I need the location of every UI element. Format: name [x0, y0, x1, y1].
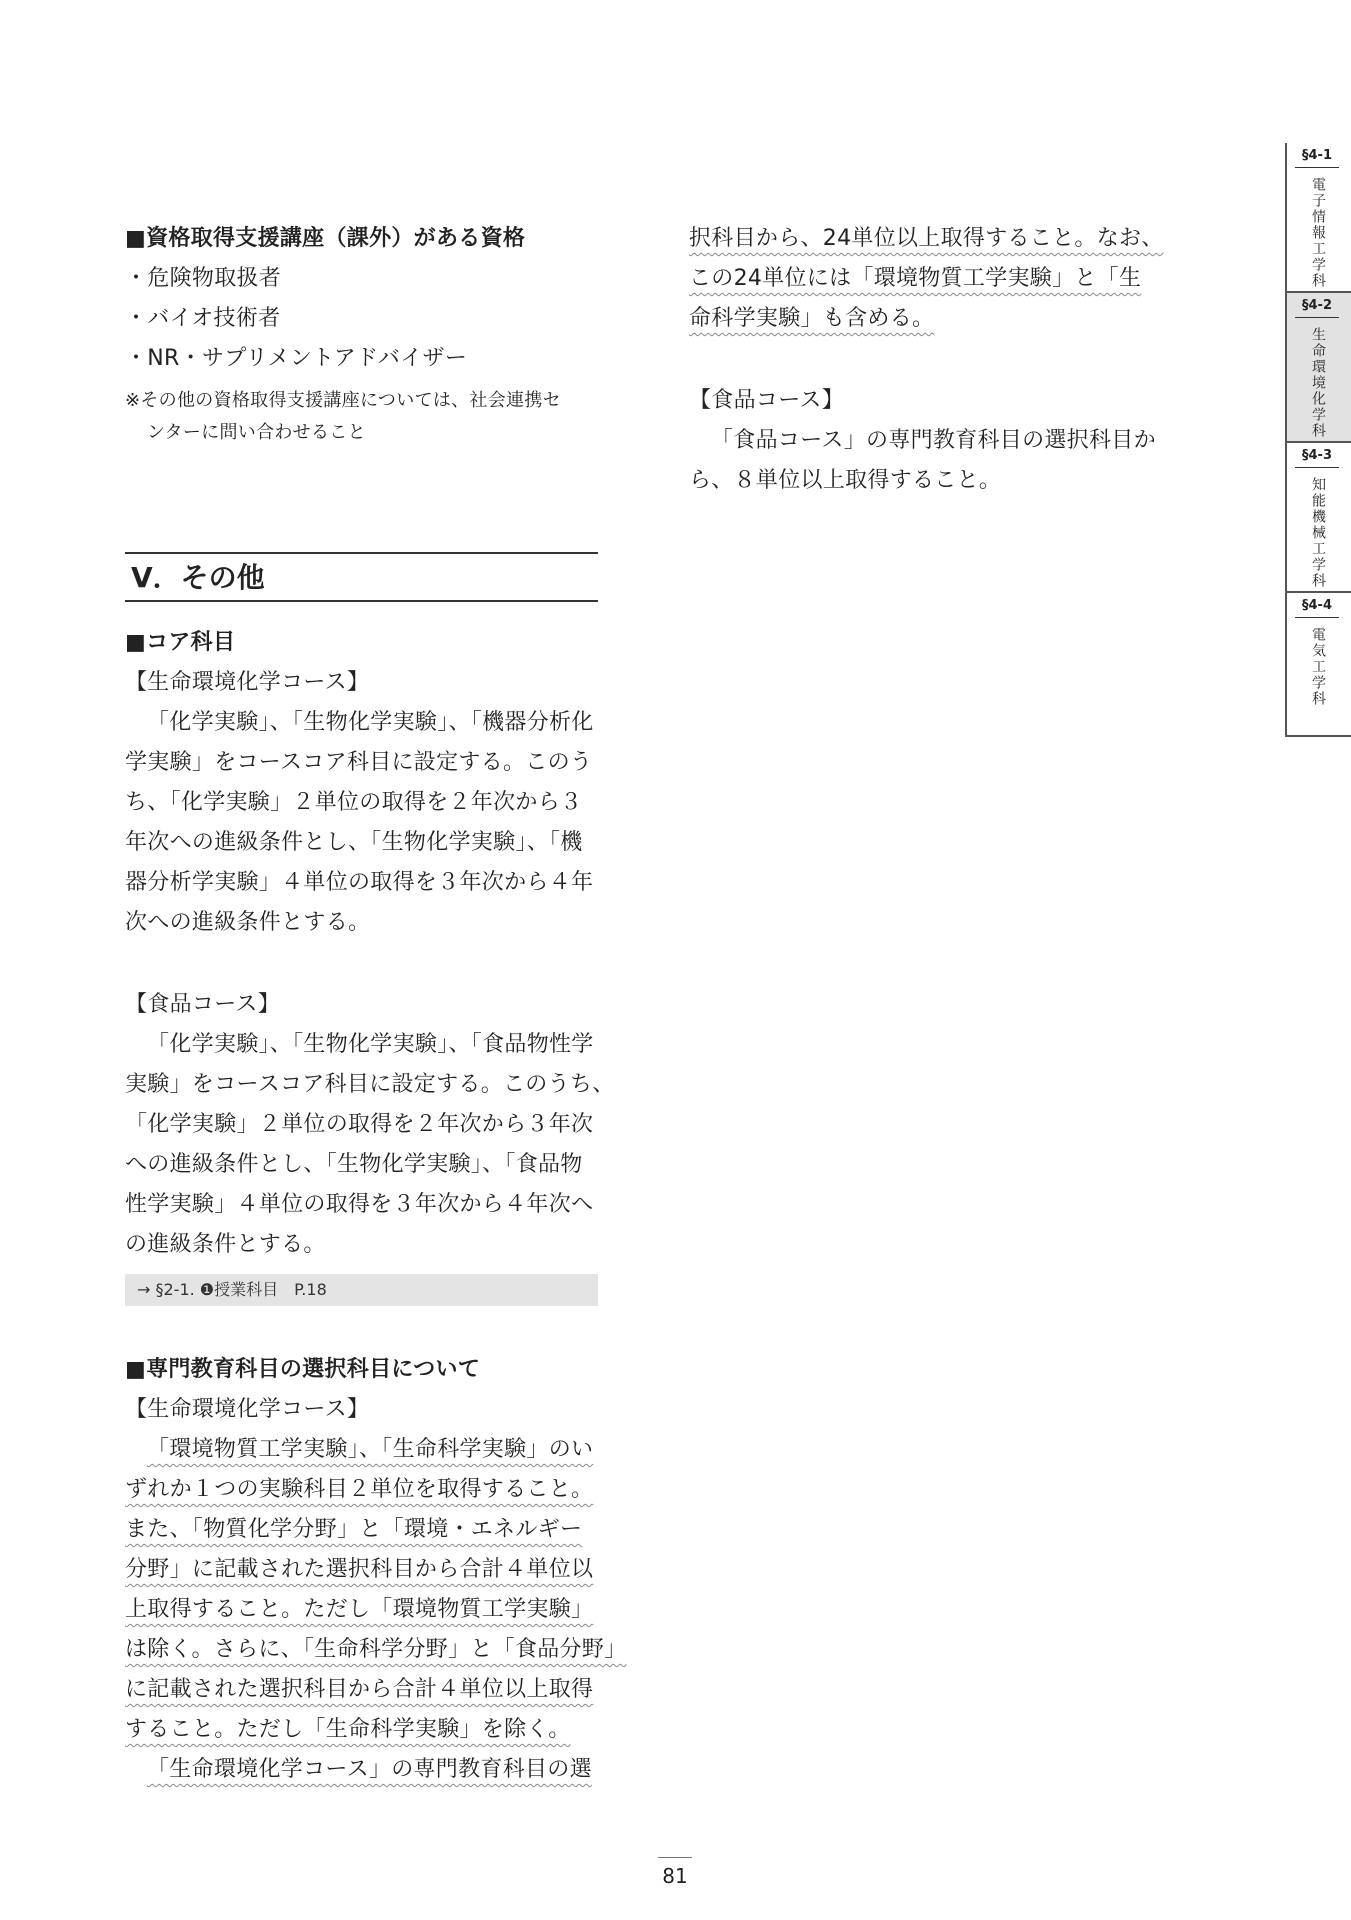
- section-tabs: [1285, 143, 1351, 737]
- paragraph-line: ら、８単位以上取得すること。: [689, 468, 1002, 493]
- paragraph-line: 「環境物質工学実験」、「生命科学実験」のい: [147, 1437, 594, 1462]
- course-label: 【食品コース】: [689, 388, 845, 413]
- paragraph-line: この24単位には「環境物質工学実験」と「生: [689, 266, 1142, 291]
- tab-number: §4-4: [1295, 597, 1339, 618]
- paragraph-line: また、「物質化学分野」と「環境・エネルギー: [125, 1517, 583, 1542]
- tab-number: §4-2: [1295, 297, 1339, 318]
- paragraph-line: 年次への進級条件とし、「生物化学実験」、「機: [125, 830, 583, 855]
- paragraph-line: 性学実験」４単位の取得を３年次から４年次へ: [125, 1192, 594, 1217]
- elective-subjects-heading: ■専門教育科目の選択科目について: [125, 1357, 481, 1382]
- reference-link-text: → §2-1. ❶授業科目 P.18: [137, 1280, 327, 1299]
- tab-4-2[interactable]: [1287, 293, 1351, 443]
- paragraph-line: 択科目から、24単位以上取得すること。なお、: [689, 226, 1164, 251]
- paragraph-line: 「食品コース」の専門教育科目の選択科目か: [711, 428, 1156, 453]
- paragraph-line: 学実験」をコースコア科目に設定する。このう: [125, 750, 593, 775]
- qualification-item: ・バイオ技術者: [125, 306, 281, 331]
- paragraph-line: 「化学実験」、「生物化学実験」、「機器分析化: [147, 710, 594, 735]
- paragraph-line: ち、「化学実験」２単位の取得を２年次から３: [125, 790, 583, 815]
- qualification-heading: ■資格取得支援講座（課外）がある資格: [125, 226, 526, 251]
- tab-name: 知能機械工学科: [1310, 477, 1326, 589]
- paragraph-line: に記載された選択科目から合計４単位以上取得: [125, 1677, 594, 1702]
- paragraph-line: は除く。さらに、「生命科学分野」と「食品分野」: [125, 1637, 627, 1662]
- tab-4-1[interactable]: [1287, 143, 1351, 293]
- page-number: 81: [662, 1864, 688, 1888]
- paragraph-line: すること。ただし「生命科学実験」を除く。: [125, 1717, 571, 1742]
- qualification-note: ※その他の資格取得支援講座については、社会連携セ: [125, 390, 561, 411]
- tab-number: §4-1: [1295, 147, 1339, 168]
- paragraph-line: への進級条件とし、「生物化学実験」、「食品物: [125, 1152, 583, 1177]
- paragraph-line: 「生命環境化学コース」の専門教育科目の選: [147, 1757, 592, 1782]
- qualification-note: ンターに問い合わせること: [147, 422, 366, 443]
- page-number-rule: [658, 1857, 692, 1858]
- section-title-text: Ⅴ．その他: [131, 561, 265, 594]
- paragraph-line: 分野」に記載された選択科目から合計４単位以: [125, 1557, 594, 1582]
- paragraph-line: 器分析学実験」４単位の取得を３年次から４年: [125, 870, 594, 895]
- qualification-item: ・危険物取扱者: [125, 266, 282, 291]
- paragraph-line: 次への進級条件とする。: [125, 910, 371, 935]
- course-label: 【生命環境化学コース】: [125, 1397, 370, 1422]
- tab-4-3[interactable]: [1287, 443, 1351, 593]
- section-title: [125, 552, 598, 602]
- qualification-item: ・NR・サプリメントアドバイザー: [125, 346, 468, 371]
- paragraph-line: 命科学実験」も含める。: [689, 306, 935, 331]
- reference-box: [125, 1274, 598, 1306]
- tab-name: 電子情報工学科: [1310, 177, 1326, 289]
- paragraph-line: 「化学実験」２単位の取得を２年次から３年次: [125, 1112, 594, 1137]
- paragraph-line: ずれか１つの実験科目２単位を取得すること。: [125, 1477, 594, 1502]
- tab-4-4[interactable]: [1287, 593, 1351, 737]
- paragraph-line: 実験」をコースコア科目に設定する。このうち、: [125, 1072, 615, 1097]
- paragraph-line: 上取得すること。ただし「環境物質工学実験」: [125, 1597, 594, 1622]
- tab-name: 電気工学科: [1310, 627, 1326, 707]
- tab-name: 生命環境化学科: [1310, 327, 1326, 439]
- core-subjects-heading: ■コア科目: [125, 630, 236, 655]
- course-label: 【生命環境化学コース】: [125, 670, 370, 695]
- paragraph-line: の進級条件とする。: [125, 1232, 326, 1257]
- tab-number: §4-3: [1295, 447, 1339, 468]
- course-label: 【食品コース】: [125, 992, 281, 1017]
- paragraph-line: 「化学実験」、「生物化学実験」、「食品物性学: [147, 1032, 594, 1057]
